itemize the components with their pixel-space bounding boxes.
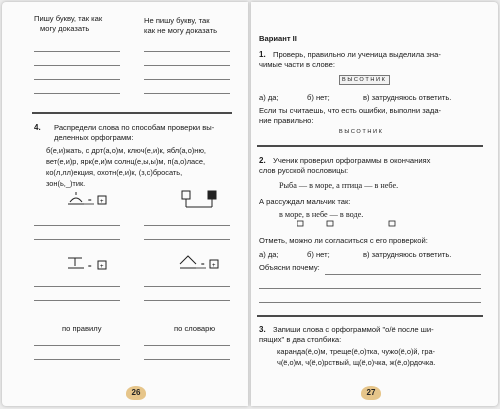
svg-text:=: =: [88, 264, 92, 270]
option-c: в) затрудняюсь ответить.: [363, 250, 452, 259]
task2-question: Отметь, можно ли согласиться с его проверкой:: [259, 236, 428, 245]
option-a: а) да;: [259, 93, 279, 102]
answer-line: [144, 239, 230, 240]
word-list-line: вет(е,и)р, ярк(е,и)м солнц(е,ы,ы)м, п(а,о)ласе,: [46, 157, 206, 166]
col-left-heading-1: Пишу букву, так как: [34, 14, 103, 23]
task3-words-1: каранда(ё,о)м, треще(ё,о)тка, чужо(ё,о)й, гра-: [277, 347, 436, 356]
dictionary-diagram: [174, 187, 234, 215]
option-b: б) нет;: [307, 93, 330, 102]
answer-line: [144, 286, 230, 287]
word-list-line: б(е,и)жать, с дрт(а,о)м, ключ(е,и)к, ябл(а,о)ню,: [46, 146, 206, 155]
task2-text-1: Ученик проверил орфограммы в окончаниях: [273, 156, 431, 165]
svg-text:=: =: [201, 262, 205, 268]
proverb: Рыба — в море, а птица — в небе.: [279, 181, 399, 190]
task1-text-2: чимые части в слове:: [259, 60, 335, 69]
task-number: 3.: [259, 325, 266, 334]
word-list-line: ко(л,лл)екция, охотн(е,и)к, (з,с)бросать,: [46, 168, 183, 177]
answer-line: [144, 225, 230, 226]
task2-text-2: слов русской пословицы:: [259, 166, 349, 175]
task1-text-1: Проверь, правильно ли ученица выделила зна-: [273, 50, 441, 59]
roof-diagram: [174, 250, 234, 278]
answer-line: [144, 359, 230, 360]
answer-line: [34, 79, 120, 80]
svg-text:+: +: [100, 264, 104, 270]
task1-followup-1: Если ты считаешь, что есть ошибки, выполни зада-: [259, 106, 442, 115]
svg-text:=: =: [88, 198, 92, 204]
explain-prompt: Объясни почему:: [259, 263, 320, 272]
answer-line: [259, 288, 481, 289]
reasoning-line: в море, в небе — в воде.: [279, 210, 364, 219]
page-number: 27: [361, 386, 381, 400]
answer-line: [34, 93, 120, 94]
option-a: а) да;: [259, 250, 279, 259]
answer-line: [34, 51, 120, 52]
right-page: [251, 2, 498, 406]
answer-line: [34, 300, 120, 301]
left-page: [2, 2, 248, 406]
answer-line: [34, 65, 120, 66]
answer-line: [34, 286, 120, 287]
word-list-line: зон(ь,_)тик.: [46, 179, 86, 188]
col-right-heading-2: как не могу доказать: [144, 26, 218, 35]
section-divider: [257, 145, 483, 147]
task3-text-1: Запиши слова с орфограммой "о/ё после ши-: [273, 325, 434, 334]
page-number: 26: [126, 386, 146, 400]
col-right-heading-1: Не пишу букву, так: [144, 16, 210, 25]
task-instruction-2: деленных орфограмм:: [54, 133, 134, 142]
task-instruction-1: Распредели слова по способам проверки вы-: [54, 123, 215, 132]
section-divider: [32, 112, 232, 114]
unstressed-check-diagram: [62, 252, 122, 278]
task-number: 4.: [34, 123, 41, 132]
answer-line: [144, 79, 230, 80]
svg-text:+: +: [100, 199, 104, 205]
answer-line: [144, 345, 230, 346]
answer-line: [325, 274, 481, 275]
option-b: б) нет;: [307, 250, 330, 259]
stress-check-diagram: [62, 190, 122, 218]
answer-line: [34, 225, 120, 226]
answer-line: [144, 65, 230, 66]
answer-line: [34, 359, 120, 360]
answer-line: [34, 345, 120, 346]
task-number: 2.: [259, 156, 266, 165]
answer-line: [144, 300, 230, 301]
word-to-parse: ВЫСОТНИК: [339, 129, 384, 135]
ending-marks: [297, 220, 407, 230]
section-divider: [257, 315, 483, 317]
col-left-heading-2: могу доказать: [40, 24, 90, 33]
answer-line: [144, 93, 230, 94]
word-parsing-box: ВЫСОТНИК: [339, 75, 390, 85]
task3-words-2: ч(ё,о)м, ч(ё,о)рствый, щ(ё,о)чка, ж(ё,о)рдочка.: [277, 358, 436, 367]
reasoning-intro: А рассуждал мальчик так:: [259, 197, 351, 206]
answer-line: [144, 51, 230, 52]
answer-line: [259, 302, 481, 303]
task3-text-2: пящих" в два столбика:: [259, 335, 342, 344]
label-by-dictionary: по словарю: [174, 324, 216, 333]
svg-text:+: +: [212, 263, 216, 269]
label-by-rule: по правилу: [62, 324, 102, 333]
option-c: в) затрудняюсь ответить.: [363, 93, 452, 102]
task1-followup-2: ние правильно:: [259, 116, 314, 125]
answer-line: [34, 239, 120, 240]
variant-heading: Вариант II: [259, 34, 297, 43]
task-number: 1.: [259, 50, 266, 59]
